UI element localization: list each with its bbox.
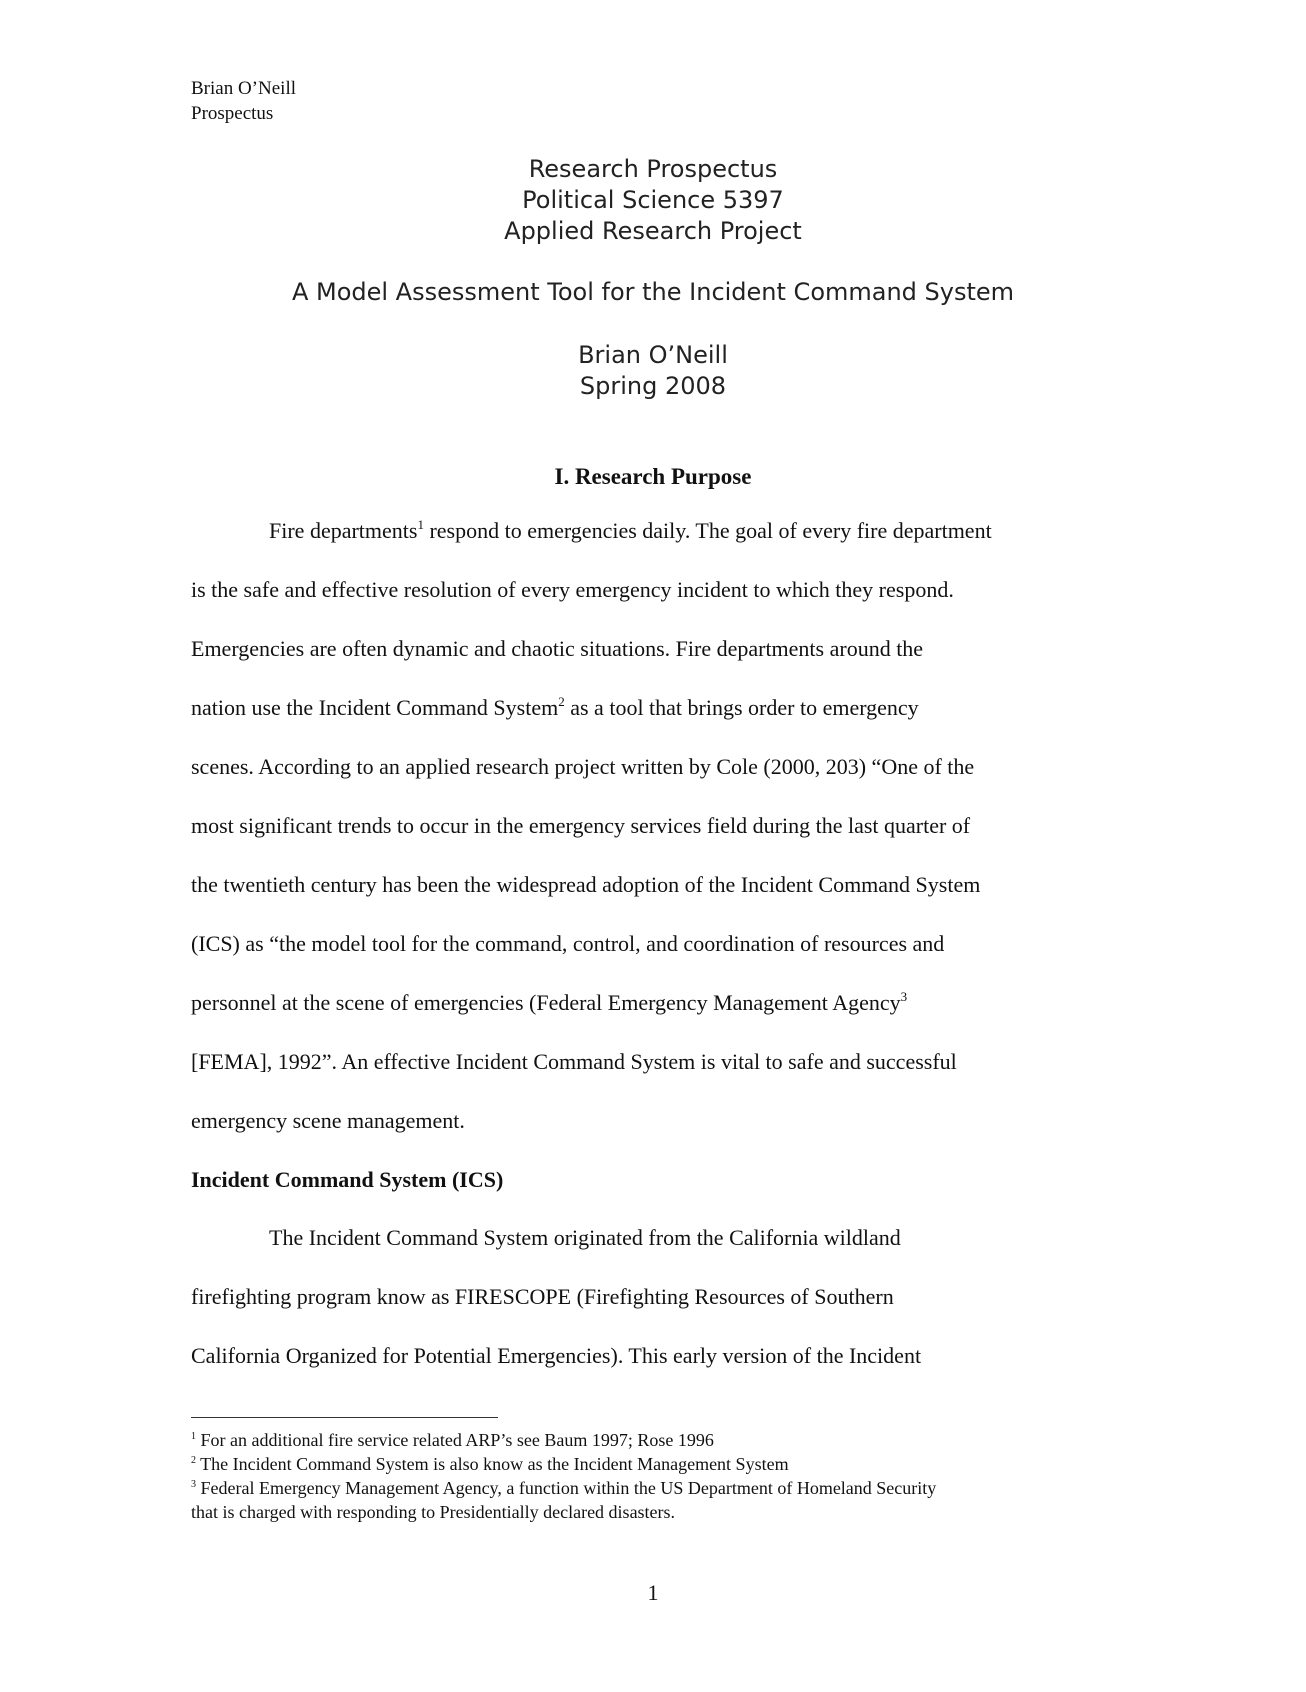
footnote [191, 1452, 936, 1476]
footnote-text: For an additional fire service related ARP’s see Baum 1997; Rose 1996 [196, 1430, 714, 1450]
paragraph-line: [FEMA], 1992”. An effective Incident Command System is vital to safe and successful [191, 1049, 957, 1074]
footnote-number: 3 [191, 1479, 196, 1490]
page-number: 1 [647, 1580, 659, 1605]
paragraph-line [269, 516, 992, 546]
footnote-continuation: that is charged with responding to Presidentially declared disasters. [191, 1502, 676, 1522]
footnote-text: The Incident Command System is also know as the Incident Management System [196, 1454, 789, 1474]
subsection-heading: Incident Command System (ICS) [191, 1167, 504, 1192]
footnote-separator [191, 1417, 498, 1418]
running-header [191, 76, 296, 126]
text-span: as a tool that brings order to emergency [564, 695, 919, 720]
paragraph-line: emergency scene management. [191, 1108, 465, 1133]
paragraph-line: (ICS) as “the model tool for the command, control, and coordination of resources and [191, 931, 945, 956]
term: Spring 2008 [579, 372, 727, 400]
header-doc-type: Prospectus [191, 103, 274, 124]
footnote-text: Federal Emergency Management Agency, a function within the US Department of Homeland Security [196, 1478, 937, 1498]
paragraph-line: firefighting program know as FIRESCOPE (Firefighting Resources of Southern [191, 1284, 894, 1309]
text-span: respond to emergencies daily. The goal of every fire department [423, 518, 992, 543]
document-title-text: A Model Assessment Tool for the Incident Command System [291, 278, 1015, 306]
section-heading: I. Research Purpose [554, 464, 752, 489]
author-name: Brian O’Neill [578, 341, 728, 369]
footnote [191, 1476, 936, 1500]
footnote-ref: 1 [417, 517, 424, 532]
footnote-number: 2 [191, 1455, 196, 1466]
paragraph-line [191, 988, 907, 1018]
paragraph-line [191, 693, 919, 723]
title-lines [0, 154, 1306, 247]
title-line-1: Research Prospectus [528, 155, 778, 183]
footnote-ref: 3 [900, 989, 908, 1004]
paragraph-line: scenes. According to an applied research project written by Cole (2000, 203) “One of the [191, 754, 975, 779]
title-line-2: Political Science 5397 [522, 186, 784, 214]
author-block [0, 340, 1306, 402]
document-title [0, 277, 1306, 308]
text-span: nation use the Incident Command System [191, 695, 559, 720]
paragraph-line: most significant trends to occur in the emergency services field during the last quarter of [191, 813, 971, 838]
paragraph-line: Emergencies are often dynamic and chaotic situations. Fire departments around the [191, 636, 924, 661]
paragraph-line: California Organized for Potential Emergencies). This early version of the Incident [191, 1343, 922, 1368]
paragraph-line: is the safe and effective resolution of every emergency incident to which they respond. [191, 577, 954, 602]
footnote [191, 1428, 936, 1452]
footnote-number: 1 [191, 1431, 196, 1442]
paragraph-line: The Incident Command System originated from the California wildland [269, 1225, 901, 1250]
header-author: Brian O’Neill [191, 78, 297, 99]
text-span: Fire departments [269, 518, 418, 543]
title-line-3: Applied Research Project [504, 217, 802, 245]
paragraph-line: the twentieth century has been the widespread adoption of the Incident Command System [191, 872, 981, 897]
text-span: personnel at the scene of emergencies (Federal Emergency Management Agency [191, 990, 901, 1015]
footnotes [191, 1428, 936, 1524]
footnote-ref: 2 [558, 694, 565, 709]
